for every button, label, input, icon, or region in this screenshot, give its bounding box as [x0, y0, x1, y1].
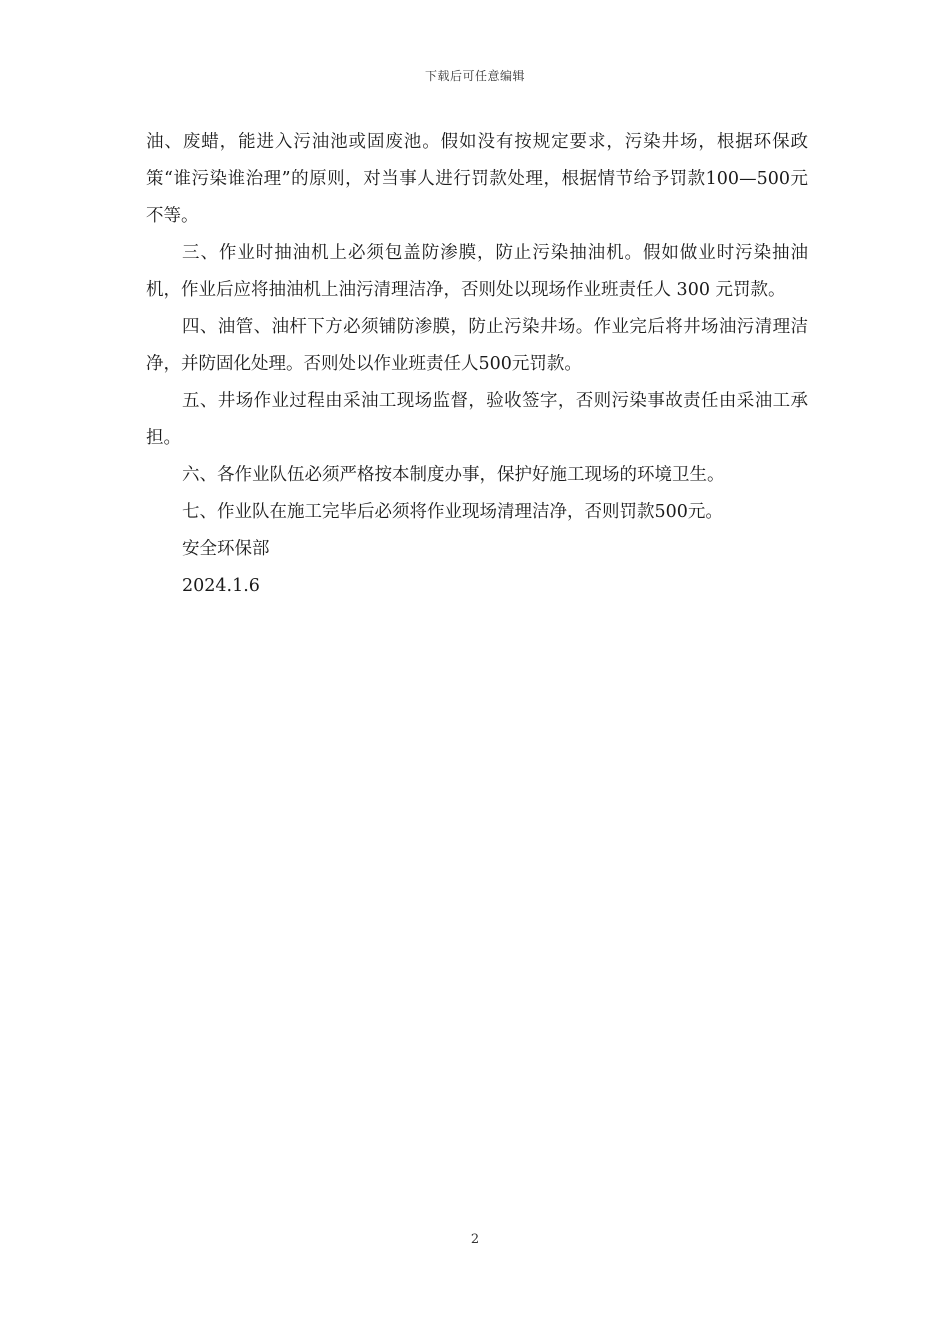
paragraph-item-6: 六、各作业队伍必须严格按本制度办事，保护好施工现场的环境卫生。: [182, 465, 725, 485]
paragraph-item-4: 四、油管、油杆下方必须铺防渗膜，防止污染井场。作业完后将井场油污清理洁净，并防固化处理。否则处以作业班责任人500元罚款。: [146, 317, 808, 374]
paragraph-item-5: 五、井场作业过程由采油工现场监督，验收签字，否则污染事故责任由采油工承担。: [146, 391, 808, 448]
paragraph-item-3: 三、作业时抽油机上必须包盖防渗膜，防止污染抽油机。假如做业时污染抽油机，作业后应将抽油机上油污清理洁净，否则处以现场作业班责任人 300 元罚款。: [146, 243, 808, 300]
paragraph-continuation: 油、废蜡，能进入污油池或固废池。假如没有按规定要求，污染井场，根据环保政策“谁污染谁治理”的原则，对当事人进行罚款处理，根据情节给予罚款100—500元不等。: [146, 132, 808, 226]
document-date: 2024.1.6: [182, 576, 260, 596]
signature-department: 安全环保部: [182, 539, 270, 559]
page-number: 2: [470, 1232, 480, 1247]
document-body: [146, 124, 808, 605]
paragraph-item-7: 七、作业队在施工完毕后必须将作业现场清理洁净，否则罚款500元。: [182, 502, 723, 522]
header-note: 下载后可任意编辑: [424, 69, 525, 83]
